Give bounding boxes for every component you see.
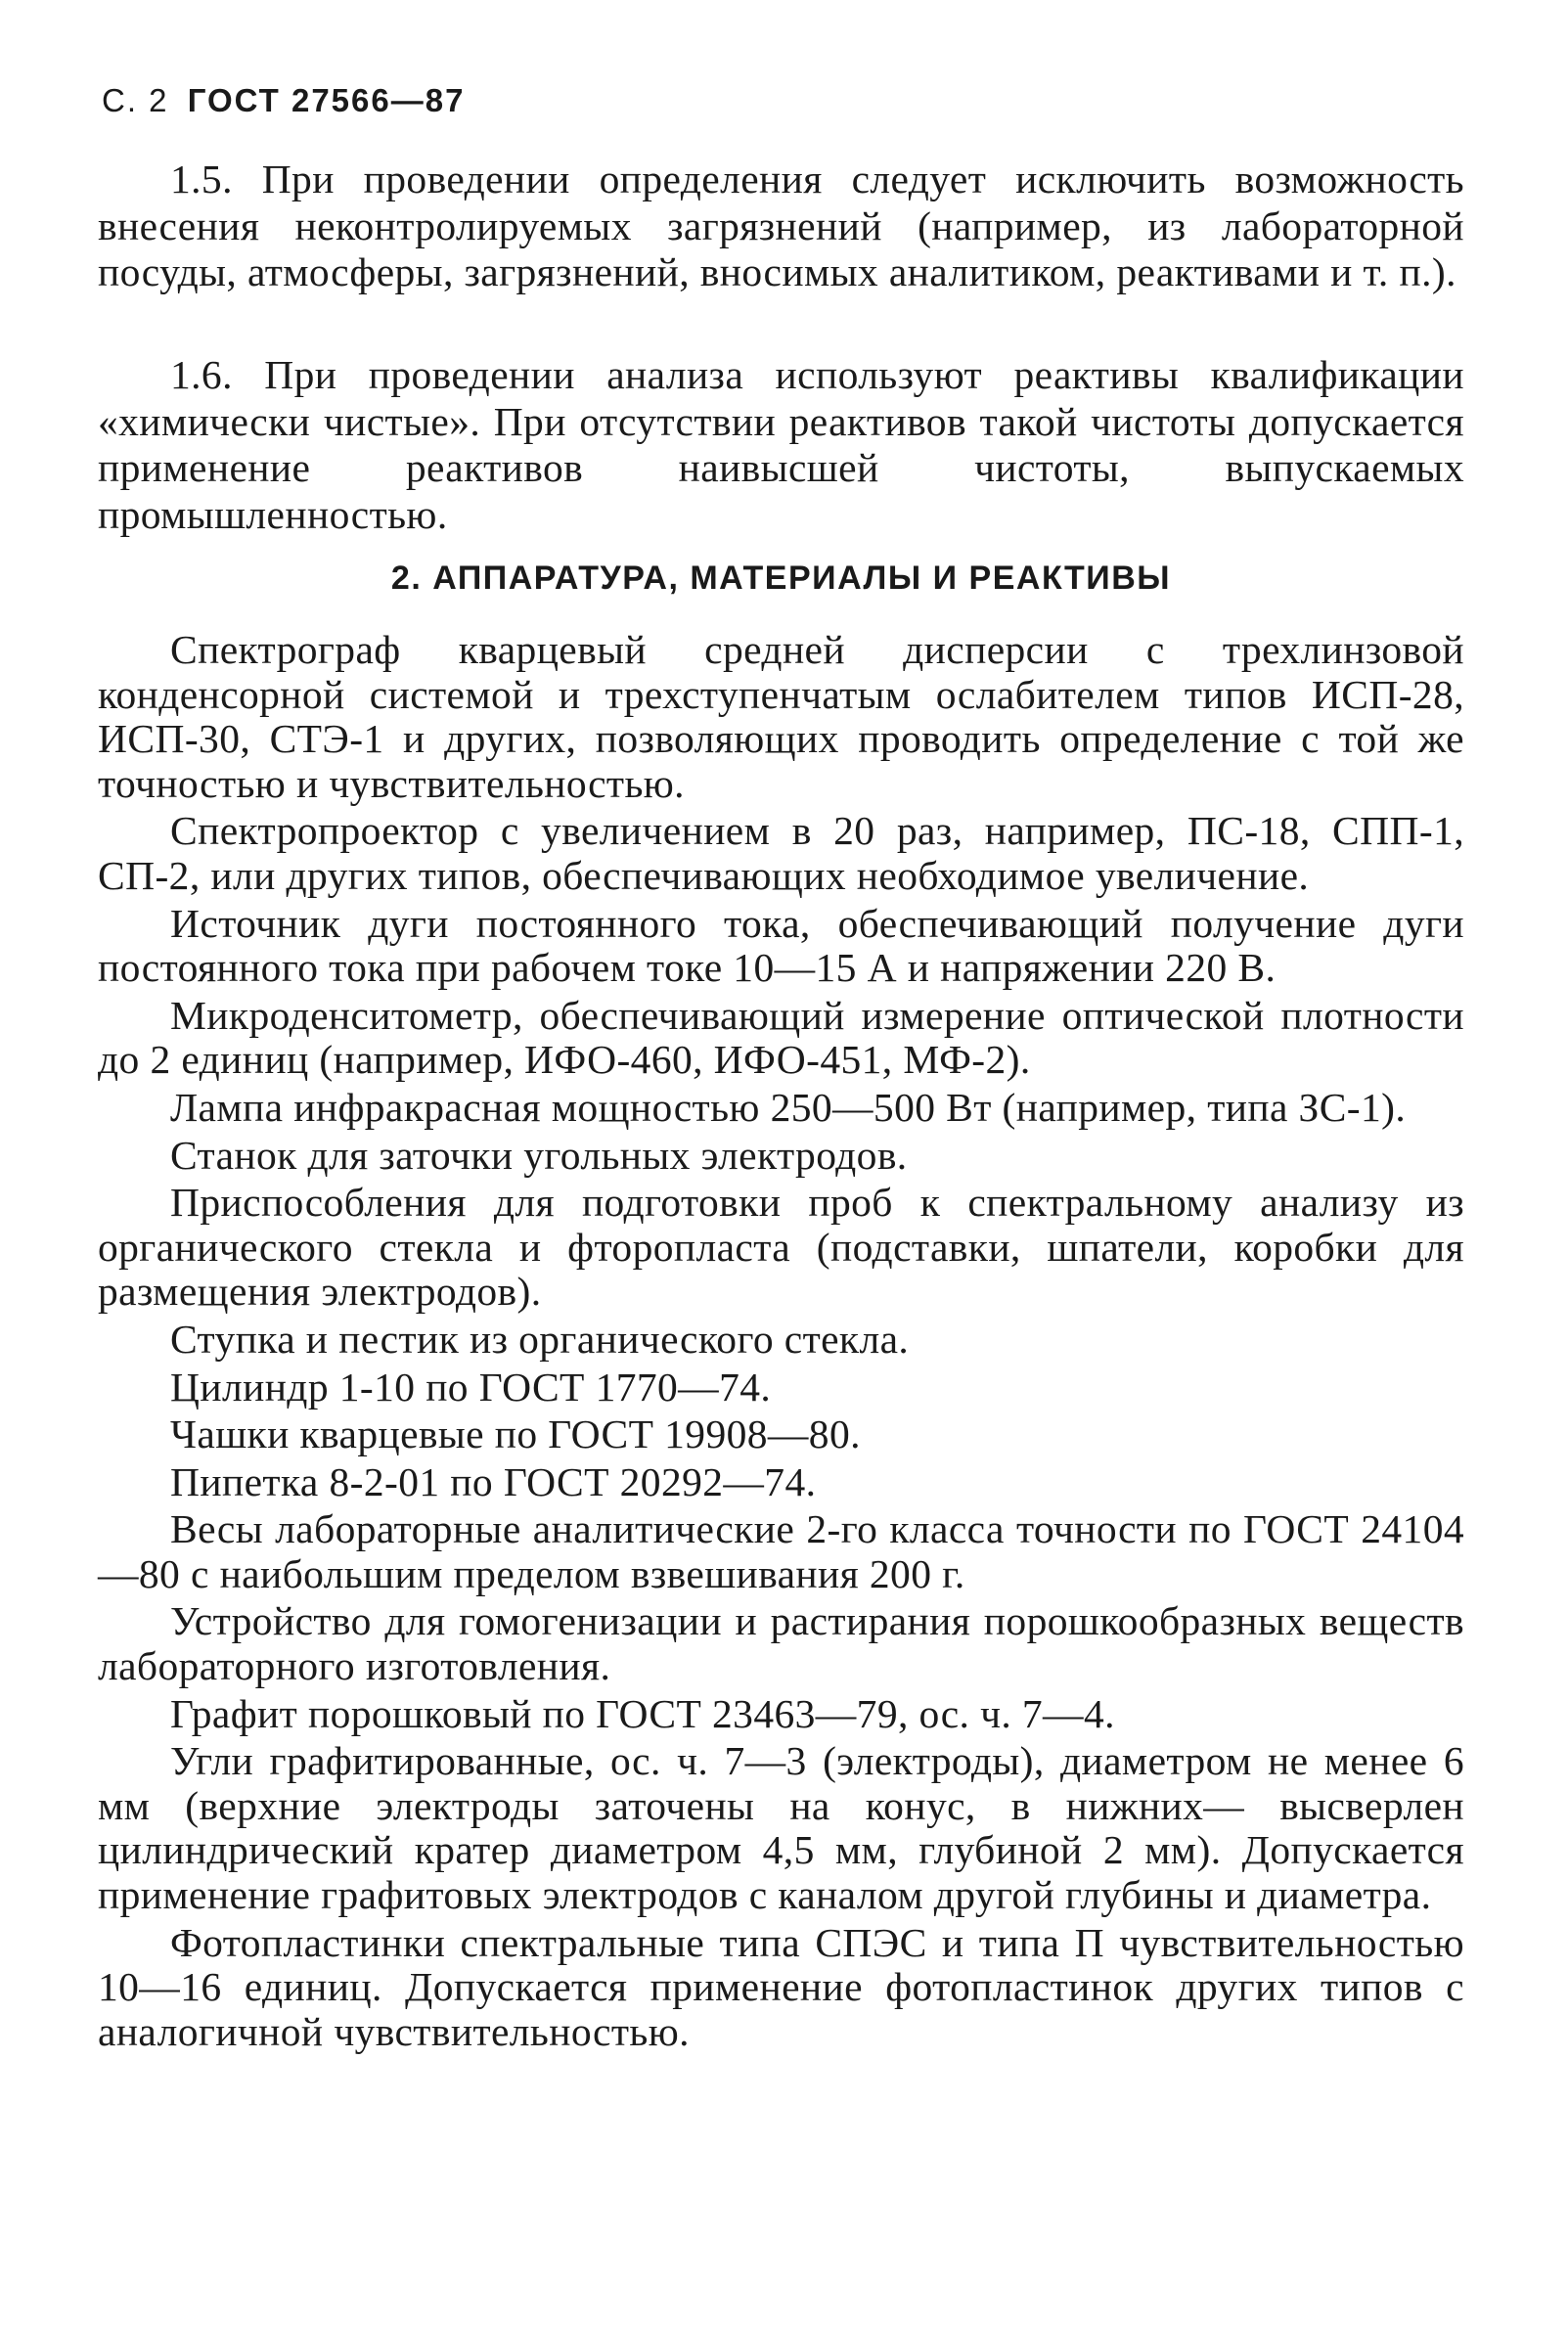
- list-item: Спектропроектор с увеличением в 20 раз, например, ПС-18, СПП-1, СП-2, или других типов, обеспечивающих необходимое увеличение.: [98, 808, 1464, 898]
- list-item: Пипетка 8-2-01 по ГОСТ 20292—74.: [170, 1458, 817, 1504]
- list-item: Источник дуги постоянного тока, обеспечивающий получение дуги постоянного тока при рабочем токе 10—15 А и напряжении 220 В.: [98, 900, 1464, 991]
- clause-1-6: [98, 352, 1464, 538]
- paragraph-text: 1.5. При проведении определения следует исключить возможность внесения неконтролируемых загрязнений (например, из лабораторной посуды, атмосферы, загрязнений, вносимых аналитиком, реактивами и т. п.).: [98, 157, 1464, 295]
- list-item: Весы лабораторные аналитические 2-го класса точности по ГОСТ 24104—80 с наибольшим пределом взвешивания 200 г.: [98, 1506, 1464, 1596]
- section-heading: 2. АППАРАТУРА, МАТЕРИАЛЫ И РЕАКТИВЫ: [390, 560, 1172, 597]
- list-item: Фотопластинки спектральные типа СПЭС и типа П чувствительностью 10—16 единиц. Допускается применение фотопластинок других типов с аналогичной чувствительностью.: [98, 1919, 1464, 2054]
- list-item: Угли графитированные, ос. ч. 7—3 (электроды), диаметром не менее 6 мм (верхние электроды заточены на конус, в нижних— высверлен цилиндрический кратер диаметром 4,5 мм, глубиной 2 мм). Допускается применение графитовых электродов с каналом другой глубины и диаметра.: [98, 1738, 1464, 1918]
- list-item: Ступка и пестик из органического стекла.: [170, 1316, 910, 1362]
- standard-number: ГОСТ 27566—87: [187, 82, 466, 118]
- list-item: Чашки кварцевые по ГОСТ 19908—80.: [170, 1411, 861, 1457]
- list-item: Цилиндр 1-10 по ГОСТ 1770—74.: [170, 1364, 772, 1410]
- list-item: Устройство для гомогенизации и растирания порошкообразных веществ лабораторного изготовления.: [98, 1598, 1464, 1689]
- running-head: [102, 82, 465, 119]
- list-item: Графит порошковый по ГОСТ 23463—79, ос. ч. 7—4.: [170, 1690, 1115, 1736]
- list-item: Микроденситометр, обеспечивающий измерение оптической плотности до 2 единиц (например, ИФО-460, ИФО-451, МФ-2).: [98, 992, 1464, 1083]
- list-item: Станок для заточки угольных электродов.: [170, 1132, 908, 1178]
- equipment-list: [98, 628, 1464, 2057]
- list-item: Лампа инфракрасная мощностью 250—500 Вт (например, типа ЗС-1).: [170, 1084, 1407, 1130]
- page-reference: С. 2: [102, 82, 169, 118]
- clause-1-5: [98, 157, 1464, 296]
- list-item: Приспособления для подготовки проб к спектральному анализу из органического стекла и фторопласта (подставки, шпатели, коробки для размещения электродов).: [98, 1180, 1464, 1315]
- paragraph-text: 1.6. При проведении анализа используют реактивы квалификации «химически чистые». При отсутствии реактивов такой чистоты допускается применение реактивов наивысшей чистоты, выпускаемых промышленностью.: [98, 352, 1464, 537]
- list-item: Спектрограф кварцевый средней дисперсии с трехлинзовой конденсорной системой и трехступенчатым ослабителем типов ИСП-28, ИСП-30, СТЭ-1 и других, позволяющих проводить определение с той же точностью и чувствительностью.: [98, 627, 1464, 806]
